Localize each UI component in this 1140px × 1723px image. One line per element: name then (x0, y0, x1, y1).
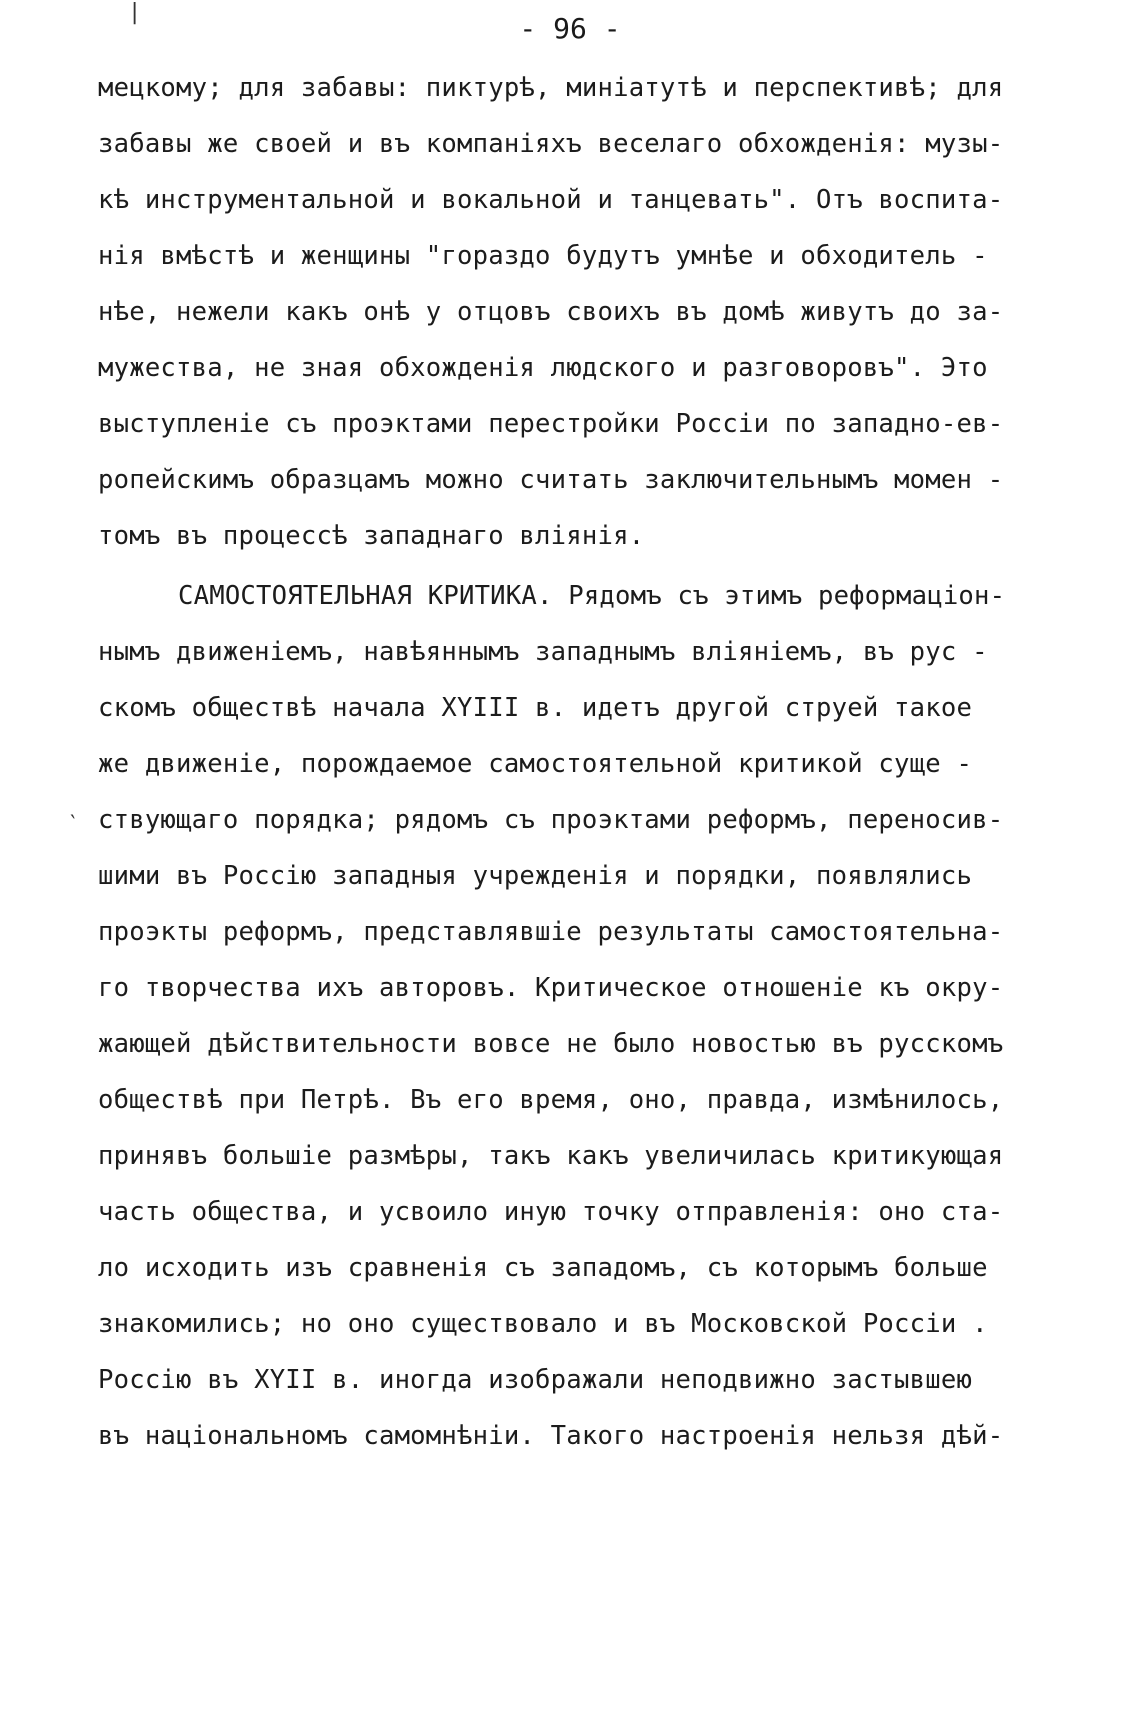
text-line: выступленіе съ проэктами перестройки Россіи по западно-ев- (98, 409, 1004, 439)
text-line: томъ въ процессѣ западнаго вліянія. (98, 521, 645, 551)
text-line: часть общества, и усвоило иную точку отправленія: оно ста- (98, 1197, 1004, 1227)
text-line: Россію въ XYII в. иногда изображали неподвижно застывшею (98, 1365, 973, 1395)
text-line: ло исходить изъ сравненія съ западомъ, съ которымъ больше (98, 1253, 988, 1283)
text-line: знакомились; но оно существовало и въ Московской Россіи . (98, 1309, 988, 1339)
text-line: ствующаго порядка; рядомъ съ проэктами реформъ, переносив- (98, 805, 1004, 835)
text-line: скомъ обществѣ начала XYIII в. идетъ другой струей такое (98, 693, 973, 723)
text-line: ропейскимъ образцамъ можно считать заключительнымъ момен - (98, 465, 1004, 495)
scan-mark: | (128, 0, 142, 25)
text-line: нѣе, нежели какъ онѣ у отцовъ своихъ въ домѣ живутъ до за- (98, 297, 1004, 327)
text-line: въ національномъ самомнѣніи. Такого настроенія нельзя дѣй- (98, 1421, 1004, 1451)
page-number: - 96 - (519, 12, 621, 45)
section-heading-line: САМОСТОЯТЕЛЬНАЯ КРИТИКА. Рядомъ съ этимъ реформаціон- (178, 581, 1006, 611)
text-line: кѣ инструментальной и вокальной и танцевать". Отъ воспита- (98, 185, 1004, 215)
text-line: шими въ Россію западныя учрежденія и порядки, появлялись (98, 861, 973, 891)
text-line: обществѣ при Петрѣ. Въ его время, оно, правда, измѣнилось, (98, 1085, 1004, 1115)
text-line: мецкому; для забавы: пиктурѣ, миніатутѣ и перспективѣ; для (98, 73, 1004, 103)
text-line: мужества, не зная обхожденія людского и разговоровъ". Это (98, 353, 988, 383)
text-line: го творчества ихъ авторовъ. Критическое отношеніе къ окру- (98, 973, 1004, 1003)
text-line: же движеніе, порождаемое самостоятельной критикой суще - (98, 749, 973, 779)
text-line: проэкты реформъ, представлявшіе результаты самостоятельна- (98, 917, 1004, 947)
text-line: нія вмѣстѣ и женщины "гораздо будутъ умнѣе и обходитель - (98, 241, 988, 271)
text-line: забавы же своей и въ компаніяхъ веселаго обхожденія: музы- (98, 129, 1004, 159)
text-line: принявъ большіе размѣры, такъ какъ увеличилась критикующая (98, 1141, 1004, 1171)
scan-mark: ‵ (66, 812, 80, 837)
text-line: жающей дѣйствительности вовсе не было новостью въ русскомъ (98, 1029, 1004, 1059)
text-line: нымъ движеніемъ, навѣяннымъ западнымъ вліяніемъ, въ рус - (98, 637, 988, 667)
